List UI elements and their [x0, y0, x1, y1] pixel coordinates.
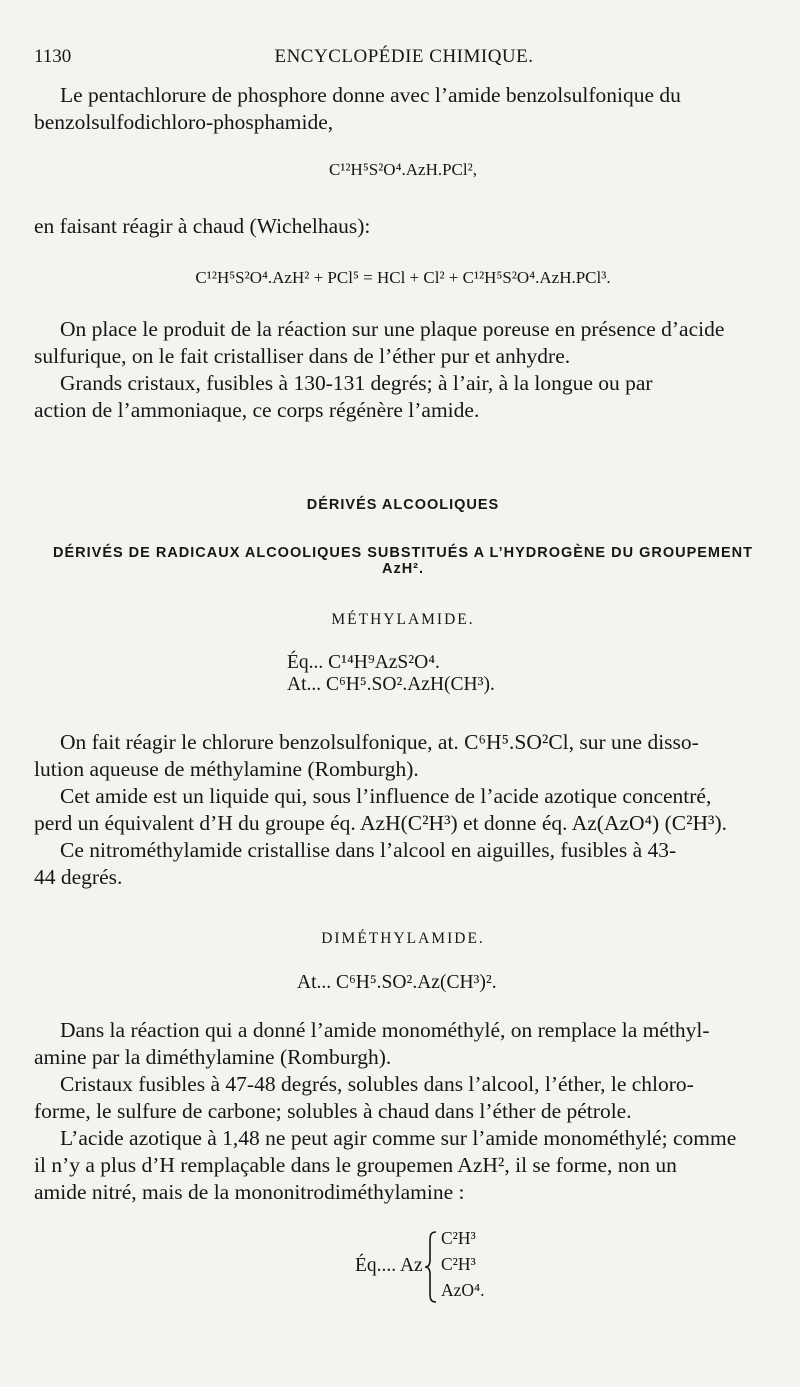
dimethylamide-title: DIMÉTHYLAMIDE. [321, 930, 485, 947]
section-title: DÉRIVÉS ALCOOLIQUES [306, 497, 500, 513]
dimethylamide-at: At... C⁶H⁵.SO².Az(CH³)². [297, 972, 497, 993]
running-title: ENCYCLOPÉDIE CHIMIQUE. [274, 46, 534, 67]
text-line: amine par la diméthylamine (Romburgh). [34, 1045, 392, 1069]
text-line: sulfurique, on le fait cristalliser dans de l’éther pur et anhydre. [34, 344, 571, 368]
methylamide-at: At... C⁶H⁵.SO².AzH(CH³). [287, 674, 495, 695]
text-line: il n’y a plus d’H remplaçable dans le groupemen AzH², il se forme, non un [34, 1153, 677, 1177]
formula-item: AzO⁴. [441, 1280, 485, 1300]
text-line: lution aqueuse de méthylamine (Romburgh). [34, 757, 419, 781]
section-subtitle: DÉRIVÉS DE RADICAUX ALCOOLIQUES SUBSTITUÉS A L’HYDROGÈNE DU GROUPEMENT AzH². [53, 545, 753, 577]
text-line: On place le produit de la réaction sur une plaque poreuse en présence d’acide [60, 317, 725, 341]
left-brace-icon [423, 1230, 439, 1304]
text-line: forme, le sulfure de carbone; solubles à chaud dans l’éther de pétrole. [34, 1099, 632, 1123]
paragraph-nitric-acid [34, 1125, 772, 1206]
page-header [34, 46, 774, 72]
text-line: Cet amide est un liquide qui, sous l’influence de l’acide azotique concentré, [60, 784, 712, 808]
text-line: 44 degrés. [34, 865, 123, 889]
text-line: benzolsulfodichloro-phosphamide, [34, 110, 334, 134]
formula-label: Éq.... Az [355, 1255, 423, 1276]
methylamide-eq: Éq... C¹⁴H⁹AzS²O⁴. [287, 652, 440, 673]
paragraph-nitromethylamide [34, 837, 772, 891]
text-line: Le pentachlorure de phosphore donne avec l’amide benzolsulfonique du [60, 83, 681, 107]
paragraph-properties [34, 370, 772, 424]
paragraph-intro [34, 82, 772, 136]
text-line: Dans la réaction qui a donné l’amide monométhylé, on remplace la méthyl- [60, 1018, 710, 1042]
formula-phosphamide: C¹²H⁵S²O⁴.AzH.PCl², [329, 160, 477, 179]
text-line: action de l’ammoniaque, ce corps régénère l’amide. [34, 398, 480, 422]
mononitrodimethylamine-formula [355, 1228, 555, 1308]
text-line: amide nitré, mais de la mononitrodiméthylamine : [34, 1180, 465, 1204]
paragraph-dimethylamide-prep [34, 1017, 772, 1071]
text-line: Cristaux fusibles à 47-48 degrés, solubles dans l’alcool, l’éther, le chloro- [60, 1072, 694, 1096]
text-line: Grands cristaux, fusibles à 130-131 degrés; à l’air, à la longue ou par [60, 371, 653, 395]
text-line: Ce nitrométhylamide cristallise dans l’alcool en aiguilles, fusibles à 43- [60, 838, 677, 862]
methylamide-title: MÉTHYLAMIDE. [331, 611, 475, 628]
page-number: 1130 [34, 46, 72, 67]
paragraph-dimethylamide-properties [34, 1071, 772, 1125]
formula-item: C²H³ [441, 1254, 476, 1274]
text-line: perd un équivalent d’H du groupe éq. AzH(C²H³) et donne éq. Az(AzO⁴) (C²H³). [34, 811, 728, 835]
paragraph-methylamide-nitration [34, 783, 772, 837]
reaction-equation: C¹²H⁵S²O⁴.AzH² + PCl⁵ = HCl + Cl² + C¹²H⁵S²O⁴.AzH.PCl³. [195, 268, 611, 287]
paragraph-wichelhaus: en faisant réagir à chaud (Wichelhaus): [34, 214, 371, 238]
paragraph-methylamide-prep [34, 729, 772, 783]
paragraph-crystallization [34, 316, 772, 370]
text-line: On fait réagir le chlorure benzolsulfonique, at. C⁶H⁵.SO²Cl, sur une disso- [60, 730, 699, 754]
formula-item: C²H³ [441, 1228, 476, 1248]
text-line: L’acide azotique à 1,48 ne peut agir comme sur l’amide monométhylé; comme [60, 1126, 737, 1150]
